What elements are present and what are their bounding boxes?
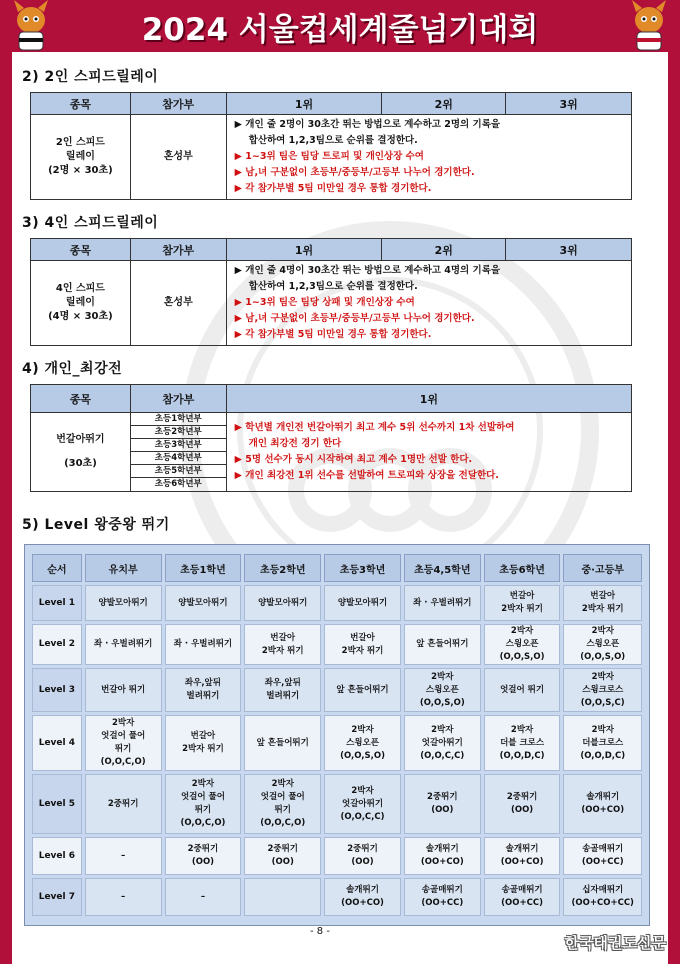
event-name xyxy=(31,261,131,346)
level-row xyxy=(32,837,642,875)
level-cell xyxy=(484,715,561,771)
level-cell xyxy=(563,624,642,665)
level-cell-line: 앞 흔들어뛰기 xyxy=(336,684,389,695)
table-4person-relay xyxy=(30,238,632,346)
rule-line: ▶ 개인 줄 2명이 30초간 뛰는 방법으로 계수하고 2명의 기록을 xyxy=(234,119,501,130)
level-cell-line: 좌우,앞뒤 xyxy=(184,678,221,688)
level-cell-line: (O,O,S,O) xyxy=(499,652,545,662)
level-col-header: 초등1학년 xyxy=(165,554,242,582)
level-cell-line: 2박자 xyxy=(510,626,534,636)
col-header: 2위 xyxy=(382,239,506,261)
level-cell-line: 송골매뛰기 xyxy=(421,885,463,895)
rule-line: 합산하여 1,2,3팀으로 순위를 결정한다. xyxy=(248,281,418,292)
division: 혼성부 xyxy=(130,261,226,346)
level-cell xyxy=(404,624,481,665)
level-cell xyxy=(85,878,162,916)
level-cell xyxy=(85,715,162,771)
level-cell-line: 송골매뛰기 xyxy=(501,885,543,895)
level-cell-line: 송골매뛰기 xyxy=(582,844,624,854)
level-col-header: 초등6학년 xyxy=(484,554,561,582)
level-cell xyxy=(404,585,481,621)
division-list xyxy=(130,413,226,492)
level-cell xyxy=(404,878,481,916)
level-cell-line: 스윙오픈 xyxy=(505,639,539,649)
level-cell-line: 엇걸어 풀어 xyxy=(260,792,305,802)
level-col-header: 순서 xyxy=(32,554,82,582)
event-line: (4명 × 30초) xyxy=(48,311,113,322)
level-cell-line: 뛰기 xyxy=(114,744,132,754)
level-cell-line: 엇걸어 풀어 xyxy=(180,792,225,802)
level-cell-line: (OO+CO) xyxy=(341,898,384,908)
level-cell-line: 2박자 뛰기 xyxy=(341,645,384,656)
level-row xyxy=(32,624,642,665)
table-individual xyxy=(30,384,632,492)
level-cell-line: (O,O,S,O) xyxy=(340,750,385,761)
level-cell-line: 2박자 xyxy=(351,785,374,796)
event-line: 릴레이 xyxy=(65,151,95,162)
level-cell-line: 스윙오픈 xyxy=(586,639,620,649)
level-cell xyxy=(85,624,162,665)
level-row xyxy=(32,585,642,621)
level-label: Level 5 xyxy=(32,774,82,834)
level-cell-line: 솔개뛰기 xyxy=(586,792,620,802)
level-cell xyxy=(244,715,321,771)
level-row xyxy=(32,878,642,916)
level-cell xyxy=(85,837,162,875)
level-cell-line: 엇갈아뛰기 xyxy=(342,798,384,809)
level-cell-line: (O,O,D,C) xyxy=(499,750,545,761)
level-cell-line: 양발모아뛰기 xyxy=(178,597,228,608)
frame-left xyxy=(0,0,12,964)
level-cell xyxy=(165,774,242,834)
level-col-header: 초등3학년 xyxy=(324,554,401,582)
level-cell xyxy=(484,624,561,665)
level-cell xyxy=(484,668,561,712)
level-cell-line: (OO) xyxy=(431,805,454,815)
rules-list xyxy=(226,413,631,492)
event-line: 릴레이 xyxy=(65,297,95,308)
level-cell-line: (O,O,C,O) xyxy=(260,818,306,828)
level-cell xyxy=(324,668,401,712)
level-cell-line: 엇걸어 뛰기 xyxy=(500,684,545,695)
level-table-panel xyxy=(24,544,650,926)
level-cell-line: (OO) xyxy=(351,857,374,867)
section-title-2person-relay: 2) 2인 스피드릴레이 xyxy=(22,69,159,85)
level-cell xyxy=(324,624,401,665)
col-header: 1위 xyxy=(226,93,382,115)
rule-line: ▶ 남,녀 구분없이 초등부/중등부/고등부 나누어 경기한다. xyxy=(234,313,475,324)
level-cell-line: (OO+CO+CC) xyxy=(571,898,634,908)
rules-list xyxy=(226,261,631,346)
level-cell xyxy=(484,585,561,621)
division-item: 초등5학년부 xyxy=(131,465,226,478)
rules-list xyxy=(226,115,631,200)
division-item: 초등6학년부 xyxy=(154,479,202,489)
level-cell xyxy=(324,837,401,875)
level-cell-line: 2박자 xyxy=(191,779,215,789)
level-cell-line: 스윙오픈 xyxy=(346,737,379,748)
level-cell-line: 좌 · 우벌려뛰기 xyxy=(173,639,233,649)
section-title-level: 5) Level 왕중왕 뛰기 xyxy=(22,517,170,533)
division-item: 초등2학년부 xyxy=(131,426,226,439)
rule-line: ▶ 학년별 개인전 번갈아뛰기 최고 계수 5위 선수까지 1차 선발하여 xyxy=(234,422,515,433)
level-cell-line: 엇갈아뛰기 xyxy=(421,737,463,748)
level-cell xyxy=(85,585,162,621)
level-cell xyxy=(484,774,561,834)
level-cell-line: 뛰기 xyxy=(194,805,212,815)
level-cell-line: (O,O,C,C) xyxy=(340,811,385,822)
page-title: 2024 서울컵세계줄넘기대회 xyxy=(141,11,539,48)
level-cell-line: (O,O,C,C) xyxy=(420,750,465,761)
division: 혼성부 xyxy=(130,115,226,200)
level-cell xyxy=(404,774,481,834)
level-label: Level 6 xyxy=(32,837,82,875)
division-item: 초등1학년부 xyxy=(131,413,226,426)
level-label: Level 3 xyxy=(32,668,82,712)
rule-line: ▶ 개인 최강전 1위 선수를 선발하여 트로피와 상장을 전달한다. xyxy=(234,470,499,481)
level-cell-line: (O,O,S,O) xyxy=(580,652,626,662)
level-cell-line: – xyxy=(121,850,126,861)
level-cell-line: 솔개뛰기 xyxy=(425,844,459,854)
level-cell-line: (OO) xyxy=(191,857,215,867)
rule-line: ▶ 각 참가부별 5팀 미만일 경우 통합 경기한다. xyxy=(234,329,432,340)
col-header: 2위 xyxy=(382,93,506,115)
level-cell-line: (OO+CO) xyxy=(420,857,464,867)
level-label: Level 2 xyxy=(32,624,82,665)
title-banner xyxy=(0,0,680,52)
level-cell-line: 2박자 xyxy=(431,671,454,682)
event-name xyxy=(31,413,131,492)
level-cell-line: 2박자 뛰기 xyxy=(581,604,624,614)
level-cell-line: 솔개뛰기 xyxy=(505,844,539,854)
col-header: 1위 xyxy=(226,239,382,261)
rule-line: ▶ 5명 선수가 동시 시작하여 최고 계수 1명만 선발 한다. xyxy=(234,454,473,465)
col-header: 참가부 xyxy=(130,385,226,413)
event-line: (2명 × 30초) xyxy=(48,165,113,176)
level-cell-line: 번갈아 xyxy=(350,632,375,643)
level-cell-line: 엇걸어 풀어 xyxy=(101,731,146,741)
level-cell-line: 더블크로스 xyxy=(582,737,624,748)
level-cell xyxy=(165,624,242,665)
frame-right xyxy=(668,0,680,964)
rule-line: ▶ 개인 줄 4명이 30초간 뛰는 방법으로 계수하고 4명의 기록을 xyxy=(234,265,501,276)
division-item: 초등3학년부 xyxy=(131,439,226,452)
page-content xyxy=(22,58,654,926)
level-cell xyxy=(165,837,242,875)
level-cell xyxy=(244,624,321,665)
level-cell xyxy=(324,715,401,771)
level-cell-line: (OO+CC) xyxy=(501,898,543,908)
level-cell-line: 2박자 뛰기 xyxy=(501,604,543,614)
level-cell-line: 좌 · 우벌려뛰기 xyxy=(413,597,472,608)
level-cell-line: (OO) xyxy=(271,857,294,867)
section-title-4person-relay: 3) 4인 스피드릴레이 xyxy=(22,215,159,231)
col-header: 종목 xyxy=(31,239,131,261)
event-line: 번갈아뛰기 xyxy=(56,434,105,445)
event-line: 4인 스피드 xyxy=(55,283,105,294)
col-header: 3위 xyxy=(506,239,632,261)
col-header: 종목 xyxy=(31,93,131,115)
level-row xyxy=(32,715,642,771)
division-item: 초등4학년부 xyxy=(131,452,226,465)
level-cell-line: 2박자 xyxy=(591,724,614,735)
level-cell xyxy=(85,774,162,834)
level-cell-line: 스윙크로스 xyxy=(582,684,624,695)
level-cell-line: 2중뛰기 xyxy=(506,792,538,802)
col-header: 참가부 xyxy=(130,239,226,261)
mascot-left-illustration xyxy=(4,0,58,54)
page-number: - 8 - xyxy=(310,926,330,937)
level-cell-line: (OO+CO) xyxy=(500,857,544,867)
level-cell-line: 번갈아 xyxy=(590,591,616,601)
level-cell xyxy=(484,878,561,916)
level-cell-line: 2박자 xyxy=(510,724,534,735)
level-cell xyxy=(404,837,481,875)
level-cell-line: 양발모아뛰기 xyxy=(98,597,148,608)
level-cell xyxy=(484,837,561,875)
level-cell-line: 2중뛰기 xyxy=(347,844,378,854)
level-cell xyxy=(165,878,242,916)
level-cell xyxy=(404,668,481,712)
level-cell xyxy=(563,668,642,712)
rule-line: 개인 최강전 경기 한다 xyxy=(248,438,342,449)
level-label: Level 1 xyxy=(32,585,82,621)
level-cell-line: 벌려뛰기 xyxy=(186,691,220,701)
level-table xyxy=(29,551,645,919)
level-cell-line: 2박자 뛰기 xyxy=(261,645,304,656)
level-cell xyxy=(244,878,321,916)
level-cell-line: (O,O,S,O) xyxy=(419,697,465,708)
level-cell-line: – xyxy=(200,891,206,902)
col-header: 1위 xyxy=(226,385,631,413)
level-cell-line: – xyxy=(121,891,126,902)
level-cell xyxy=(563,774,642,834)
rule-line: ▶ 남,녀 구분없이 초등부/중등부/고등부 나누어 경기한다. xyxy=(234,167,475,178)
level-label: Level 4 xyxy=(32,715,82,771)
level-cell xyxy=(563,585,642,621)
col-header: 3위 xyxy=(506,93,632,115)
rule-line: 합산하여 1,2,3팀으로 순위를 결정한다. xyxy=(248,135,418,146)
level-cell-line: 앞 흔들어뛰기 xyxy=(416,639,469,649)
level-cell-line: 2중뛰기 xyxy=(107,798,139,809)
level-cell-line: (OO+CO) xyxy=(581,805,625,815)
level-cell-line: 2박자 xyxy=(591,626,614,636)
level-cell-line: (O,O,S,C) xyxy=(580,697,625,708)
level-cell-line: 2중뛰기 xyxy=(427,792,458,802)
source-credit: 한국태권도신문 xyxy=(564,934,666,952)
level-cell-line: 2박자 xyxy=(351,724,374,735)
level-cell-line: 2박자 xyxy=(111,718,135,728)
level-col-header: 초등2학년 xyxy=(244,554,321,582)
level-label: Level 7 xyxy=(32,878,82,916)
level-cell-line: 번갈아 xyxy=(190,731,216,741)
level-cell-line: (O,O,C,O) xyxy=(180,818,226,828)
level-cell-line: 솔개뛰기 xyxy=(346,885,379,895)
level-cell xyxy=(244,668,321,712)
mascot-right-illustration xyxy=(622,0,676,54)
event-name xyxy=(31,115,131,200)
col-header: 종목 xyxy=(31,385,131,413)
level-cell-line: 2박자 xyxy=(591,671,614,682)
table-2person-relay xyxy=(30,92,632,200)
level-cell xyxy=(324,878,401,916)
level-cell xyxy=(85,668,162,712)
level-cell-line: (OO) xyxy=(510,805,534,815)
level-cell xyxy=(563,715,642,771)
level-col-header: 중·고등부 xyxy=(563,554,642,582)
section-title-individual: 4) 개인_최강전 xyxy=(22,361,123,377)
level-cell xyxy=(404,715,481,771)
level-cell-line: 앞 흔들어뛰기 xyxy=(256,737,309,748)
level-cell-line: (OO+CC) xyxy=(421,898,464,908)
level-cell-line: 번갈아 xyxy=(509,591,535,601)
level-cell xyxy=(244,585,321,621)
level-cell-line: 좌우,앞뒤 xyxy=(264,678,301,688)
event-line: 2인 스피드 xyxy=(55,137,105,148)
level-cell-line: 좌 · 우벌려뛰기 xyxy=(93,639,153,649)
level-col-header: 유치부 xyxy=(85,554,162,582)
level-cell xyxy=(563,878,642,916)
col-header: 참가부 xyxy=(130,93,226,115)
level-cell xyxy=(244,774,321,834)
level-cell-line: 2중뛰기 xyxy=(267,844,299,854)
level-cell-line: 2박자 xyxy=(271,779,294,789)
level-col-header: 초등4,5학년 xyxy=(404,554,481,582)
level-cell-line: 십자매뛰기 xyxy=(582,885,624,895)
rule-line: ▶ 각 참가부별 5팀 미만일 경우 통합 경기한다. xyxy=(234,183,432,194)
level-cell-line: 양발모아뛰기 xyxy=(337,597,388,608)
level-cell xyxy=(244,837,321,875)
level-cell-line: 2박자 뛰기 xyxy=(182,744,224,754)
level-cell-line: 번갈아 xyxy=(270,632,296,643)
rule-line: ▶ 1~3위 팀은 팀당 상패 및 개인상장 수여 xyxy=(234,297,415,308)
level-cell xyxy=(165,715,242,771)
level-cell-line: (O,O,C,O) xyxy=(100,757,146,767)
level-cell-line: 2중뛰기 xyxy=(187,844,219,854)
level-cell xyxy=(324,585,401,621)
level-cell-line: 더블 크로스 xyxy=(500,737,545,748)
level-cell-line: 스윙오픈 xyxy=(425,684,459,695)
level-cell xyxy=(165,585,242,621)
level-cell-line: (O,O,D,C) xyxy=(580,750,626,761)
level-row xyxy=(32,668,642,712)
level-row xyxy=(32,774,642,834)
event-line: (30초) xyxy=(64,458,97,469)
level-cell-line: (OO+CC) xyxy=(581,857,624,867)
level-cell-line: 벌려뛰기 xyxy=(266,691,300,701)
level-cell-line: 2박자 xyxy=(431,724,454,735)
level-cell-line: 번갈아 뛰기 xyxy=(101,684,146,695)
level-cell-line: 양발모아뛰기 xyxy=(258,597,308,608)
level-cell-line: 뛰기 xyxy=(274,805,291,815)
level-cell xyxy=(165,668,242,712)
rule-line: ▶ 1~3위 팀은 팀당 트로피 및 개인상장 수여 xyxy=(234,151,424,162)
level-cell xyxy=(563,837,642,875)
level-cell xyxy=(324,774,401,834)
